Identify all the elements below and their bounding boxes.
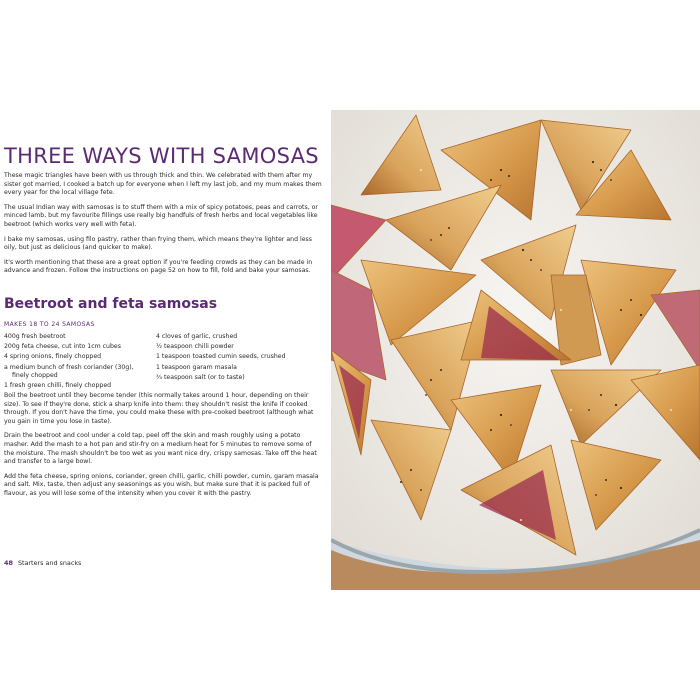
ingredient-item: 1 teaspoon garam masala	[156, 363, 237, 371]
ingredient-item: 4 spring onions, finely chopped	[4, 353, 102, 361]
intro-paragraph: I bake my samosas, using filo pastry, rather than frying them, which means they're lighter and less oily, but just as delicious (and quicker to make).	[4, 235, 312, 252]
section-name: Starters and snacks	[17, 559, 82, 567]
method-step: Boil the beetroot until they become tender (this normally takes around 1 hour, depending on their size). To see if they're done, stick a sharp knife into them: they shouldn't resist the knife if cooked through. If you don't have the time, you could make these with pre-cooked beetroot (although what you gain in time you lose in taste).	[4, 392, 314, 425]
ingredient-item: 4 cloves of garlic, crushed	[156, 333, 238, 340]
recipe-yield: MAKES 18 TO 24 SAMOSAS	[4, 321, 95, 328]
samosa-photo-illustration	[331, 110, 700, 590]
method-step: Add the feta cheese, spring onions, coriander, green chilli, garlic, chilli powder, cumin, garam masala and salt. Mix, taste, then adjust any seasonings as you wish, but make sure that it is packed full of flavour, as you will lose some of the intensity when you cover it with the pastry.	[4, 472, 319, 497]
text-page	[4, 110, 324, 590]
intro-paragraph: The usual Indian way with samosas is to stuff them with a mix of spicy potatoes, peas and carrots, or minced lamb, but my favourite fillings use really big handfuls of fresh herbs and local vegetables like beetroot (which works very well with feta).	[4, 203, 318, 228]
page-number: 48	[4, 559, 13, 567]
ingredient-item: 1 teaspoon toasted cumin seeds, crushed	[156, 353, 286, 361]
method-text	[4, 392, 323, 505]
ingredients-list-left	[4, 333, 154, 392]
samosa-photo	[331, 110, 700, 590]
page-footer	[4, 559, 81, 567]
ingredient-text: a medium bunch of fresh coriander (30g),	[4, 363, 134, 371]
ingredient-item: ½ teaspoon chilli powder	[156, 343, 234, 351]
page-title: THREE WAYS WITH SAMOSAS	[4, 144, 319, 168]
ingredient-item: 1 fresh green chilli, finely chopped	[4, 382, 112, 390]
ingredients-list-right	[156, 333, 306, 384]
ingredient-item	[4, 364, 154, 380]
intro-text	[4, 172, 323, 282]
ingredient-text-continued: finely chopped	[12, 371, 58, 379]
ingredient-item: 200g feta cheese, cut into 1cm cubes	[4, 343, 121, 351]
ingredient-item: 400g fresh beetroot	[4, 333, 66, 340]
recipe-title: Beetroot and feta samosas	[4, 296, 218, 312]
method-step: Drain the beetroot and cool under a cold tap, peel off the skin and mash roughly using a potato masher. Add the mash to a hot pan and stir-fry on a medium heat for 5 minutes to remove some of the moisture. The mash shouldn't be too wet as you want nice dry, crispy samosas. Take off the heat and transfer to a large bowl.	[4, 432, 317, 466]
intro-paragraph: It's worth mentioning that these are a great option if you're feeding crowds as they can be made in advance and frozen. Follow the instructions on page 52 on how to fill, fold and bake your samosas.	[4, 258, 313, 275]
ingredient-item: ¾ teaspoon salt (or to taste)	[156, 373, 245, 381]
intro-paragraph: These magic triangles have been with us through thick and thin. We celebrated with them after my sister got married, I cooked a batch up for everyone when I left my last job, and my mum makes them every year for the local village fete.	[4, 172, 322, 197]
